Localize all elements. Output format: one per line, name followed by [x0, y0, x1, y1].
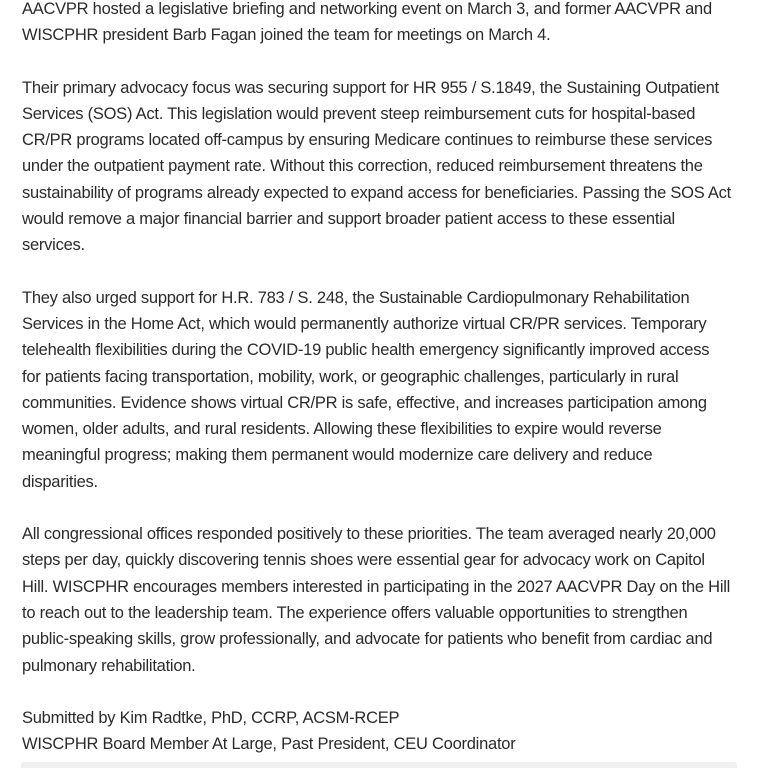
signature-author: Submitted by Kim Radtke, PhD, CCRP, ACSM-RCEP [22, 708, 400, 727]
next-section-edge [21, 762, 737, 768]
signature-block [22, 705, 732, 758]
paragraph-closing: All congressional offices responded positively to these priorities. The team averaged nearly 20,000 steps per day, quickly discovering tennis shoes were essential gear for advocacy work on Capitol Hill. WISCPHR encourages members interested in participating in the 2027 AACVPR Day on the Hill to reach out to the leadership team. The experience offers valuable opportunities to strengthen public-speaking skills, grow professionally, and advocate for patients who benefit from cardiac and pulmonary rehabilitation. [22, 525, 731, 675]
article-body [22, 0, 732, 757]
paragraph-home-act: They also urged support for H.R. 783 / S. 248, the Sustainable Cardiopulmonary Rehabilitation Services in the Home Act, which would permanently authorize virtual CR/PR services. Temporary telehealth flexibilities during the COVID-19 public health emergency significantly improved access for patients facing transportation, mobility, work, or geographic challenges, particularly in rural communities. Evidence shows virtual CR/PR is safe, effective, and increases participation among women, older adults, and rural residents. Allowing these flexibilities to expire would reverse meaningful progress; making them permanent would modernize care delivery and reduce disparities. [22, 288, 710, 491]
paragraph-intro: AACVPR hosted a legislative briefing and networking event on March 3, and former AACVPR and WISCPHR president Barb Fagan joined the team for meetings on March 4. [22, 0, 712, 45]
signature-role: WISCPHR Board Member At Large, Past President, CEU Coordinator [22, 735, 516, 754]
paragraph-sos-act: Their primary advocacy focus was securing support for HR 955 / S.1849, the Sustaining Outpatient Services (SOS) Act. This legislation would prevent steep reimbursement cuts for hospital-based CR/PR programs located off-campus by ensuring Medicare continues to reimburse these services under the outpatient payment rate. Without this correction, reduced reimbursement threatens the sustainability of programs already expected to expand access for beneficiaries. Passing the SOS Act would remove a major financial barrier and support broader patient access to these essential services. [22, 78, 731, 255]
